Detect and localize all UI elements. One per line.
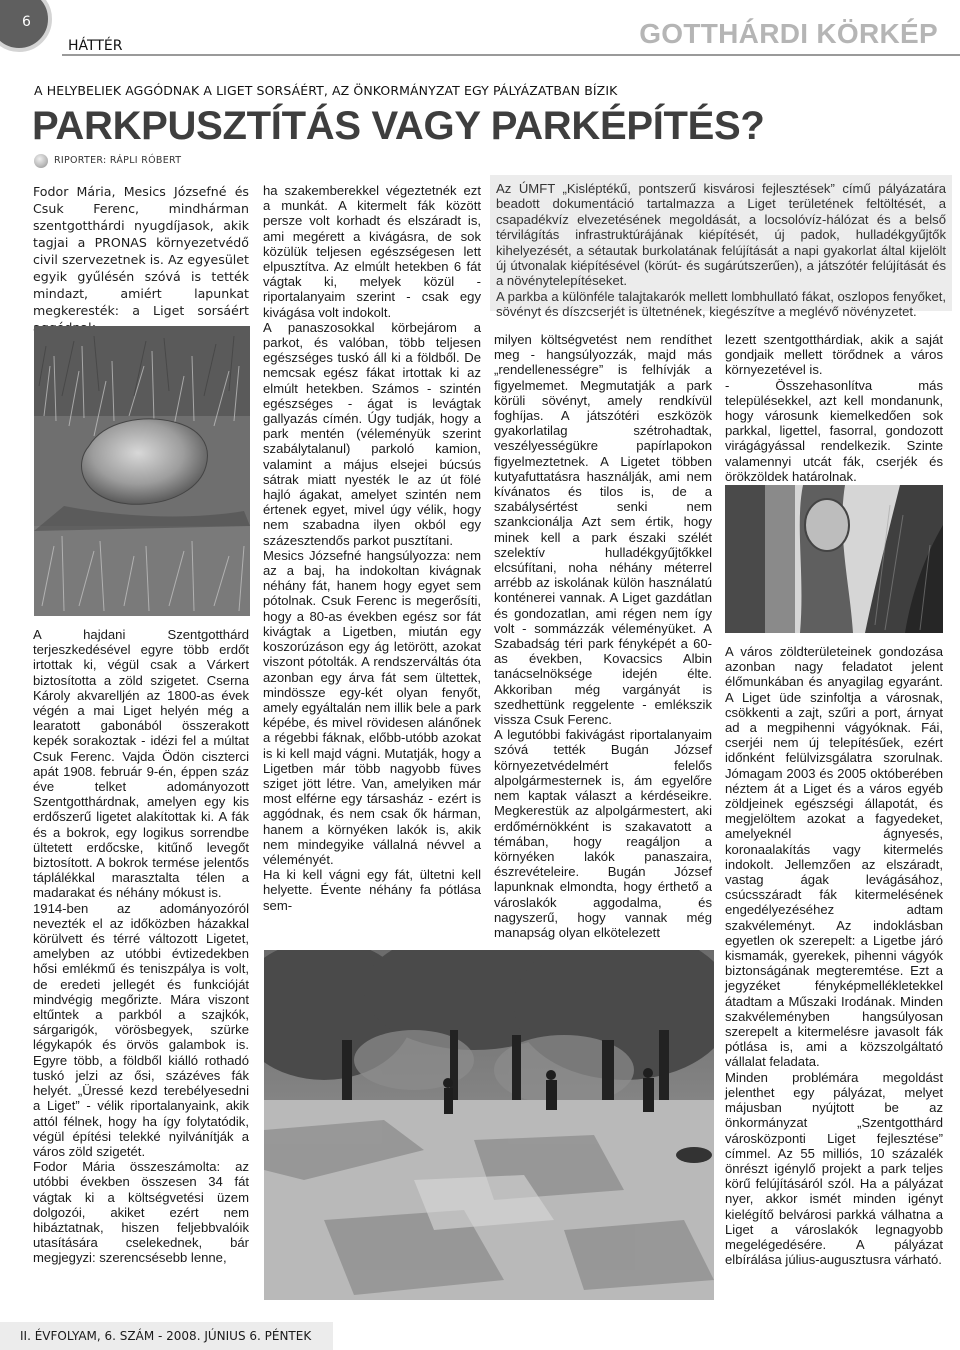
col1-paragraph-3: Fodor Mária összeszámolta: az utóbbi években összesen 34 fát vágtak ki a költségvetési üzem dolgozói, akiket ezért nem hibáztatnak, hiszen feljebbvalóik utasítására cselekednek, bár megjegyzi: szerencsésebb lenne,: [33, 1159, 249, 1266]
col2-paragraph-2: A panaszosokkal körbejárom a parkot, és valóban, több teljesen egészséges tuskó áll ki a földből. De nemcsak egész fákat irtottak ki az elmúlt hetekben. Számos - szintén egészséges - ágat is levágtak gallyazás címén. Úgy tudják, hogy a park mentén (véleményük szerint szabálytalanul) parkoló kamion, valamint a május elsejei búcsús sátrak miatt nyesték le az út fölé hajló ágakat, amelyet szintén nem értenek egyet, mivel úgy vélik, hogy nem szabadna ilyen okból egy százesztendős parkot pusztítani.: [263, 319, 481, 548]
column-4-body: [725, 644, 943, 1267]
col4-paragraph-1: lezett szentgotthárdiak, akik a saját gondjaik mellett törődnek a város környezetével is.: [725, 332, 943, 378]
project-info-paragraph-1: Az ÚMFT „Kisléptékű, pontszerű kisvárosi fejlesztések” című pályázatára beadott dokumentáció tartalmazza a Liget területének feltöltését, a csapadékvíz elvezetésének megoldását, a locsolóvíz-hálózat és a belső térvilágítás infrastruktúrájának kiépítését, új padok, hulladékgyűjtők kihelyezését, a sétautak burkolatának felújítását a napi gyakorlat által kijelölt új útvonalak kiépítésével (körút- és sugárútszerűen), a játszótér felújítását és a növénytelepítéseket.: [496, 181, 946, 289]
col2-paragraph-4: Ha ki kell vágni egy fát, ültetni kell helyette. Évente néhány fa pótlása sem-: [263, 867, 481, 913]
reporter-byline: RIPORTER: RÁPLI RÓBERT: [54, 155, 182, 166]
rock-photo-image: [34, 326, 250, 616]
col3-paragraph-2: A legutóbbi fakivágást riportalanyaim szóvá tették Bugán József környezetvédelmért felelős alpolgármesternek is, ám egyelőre nem kaptak választ a kérdéseikre. Megkerestük az alpolgármestert, aki erdőmérnökként is szakavatott a témában, hogy reagáljon a környéken lakók panaszaira, észrevételeire. Bugán József lapunknak elmondta, hogy érthető a városlakók aggodalma, és nagyszerű, hogy vannak még manapság olyan elkötelezett: [494, 727, 712, 940]
page-number: 6: [22, 14, 31, 30]
issue-info: II. ÉVFOLYAM, 6. SZÁM - 2008. JÚNIUS 6. PÉNTEK: [20, 1329, 312, 1343]
project-info-box: [490, 175, 952, 320]
kicker: A HELYBELIEK AGGÓDNAK A LIGET SORSÁÉRT, AZ ÖNKORMÁNYZAT EGY PÁLYÁZATBAN BÍZIK: [34, 83, 618, 98]
col2-paragraph-3: Mesics Józsefné hangsúlyozza: nem az a baj, ha indokoltan kivágnak néhány fát, hanem hogy egyet sem pótolnak. Csuk Ferenc is megerősíti, hogy a 80-as években egész sor fát kivágtak a Ligetben, miután egy koszorúzáson egy ág letörött, azokat viszont pótolták. A rendszerváltás óta azonban egy árva fát sem ültettek, mindössze egy-két olyan fenyőt, amely egyáltalán nem illik bele a park képébe, és mivel rövidesen alánőnek a régebbi fáknak, előbb-utóbb azokat is ki kell majd vágni. Mutatják, hogy a Ligetben már több nagyobb füves sziget jött létre. Van, amelyiken már most elférne egy társasház - ezért is aggódnak, és nem csak ők hárman, hanem a környéken lakók is, akik nem mindegyike vállalná névvel a véleményét.: [263, 547, 481, 867]
column-2: [263, 183, 481, 913]
reporter-bullet-icon: [34, 154, 48, 168]
headline: PARKPUSZTÍTÁS VAGY PARKÉPÍTÉS?: [32, 104, 765, 148]
masthead: GOTTHÁRDI KÖRKÉP: [639, 18, 938, 49]
section-label: HÁTTÉR: [68, 38, 123, 54]
stump-photo-image: [725, 485, 943, 633]
col4-paragraph-4: Minden problémára megoldást jelenthet egy pályázat, melyet májusban nyújtott be az önkormányzat „Szentgotthárd városközponti Liget fejlesztése” címmel. Az 55 milliós, 10 százalék önrészt igénylő projekt a park teljes körű felújításáról szól. Ha a pályázat nyer, akkor ismét minden igényt kielégítő belvárosi parkká válhatna a Liget a városlakók legnagyobb megelégedésére. A pályázat elbírálása július-augusztusra várható.: [725, 1069, 943, 1268]
column-4-top: [725, 332, 943, 484]
lead-column: [33, 183, 249, 336]
lead-paragraph: Fodor Mária, Mesics Józsefné és Csuk Ferenc, mindhárman szentgotthárdi nyugdíjasok, akik tagjai a PRONAS környezetvédő civil szervezetnek is. Az egyesület egyik gyűlésén szóvá is tették mindazt, amiért lapunkat megkeresték: a Liget sorsáért: [33, 184, 249, 318]
project-info-text: [496, 181, 946, 320]
col2-paragraph-1: ha szakemberekkel végeztetnék ezt a munkát. A kitermelt fák között persze volt korhadt és elszáradt is, ami megérett a kivágásra, de sok közülük teljesen egészségesen lett elpusztítva. Az elmúlt hetekben 6 fát vágtak ki, melyek közül - riportalanyaim szerint - csak egy kivágása volt indokolt.: [263, 183, 481, 320]
col1-paragraph-1: A hajdani Szentgotthárd terjeszkedésével egyre több erdőt irtottak ki, végül csak a Várkert biztosította a zöld szigetet. Cserna Károly akvarelljén az 1800-as évek végén a mai Liget helyén még a learatott gabonából összerakott kepék sorakoztak - idézi fel a múltat Csuk Ferenc. Vajda Ödön ciszterci apát 1908. február 9-én, éppen száz éve telket adományozott Szentgotthárdnak, amelyen egy kis erdőszerű ligetet alakítottak ki. A fák és a bokrok, egy logikus sorrendbe ültetett erdőcske, kitűnő levegőt biztosított. A bokrok termése jelentős táplálékkal marasztalta télen a madarakat és néhány mókust is.: [33, 627, 249, 901]
col4-paragraph-3: A város zöldterületeinek gondozása azonban nagy feladatot jelent élőmunkában és anyagilag egyaránt. A Liget üde szinfoltja a városnak, csökkenti a zajt, szűri a port, árnyat ad a megpihenni vágyóknak. Fái, cserjéi nem új telepítésűek, ezért időnként felülvizsgálatra szorulnak. Jómagam 2003 és 2005 októberében néztem át a Liget és a város egyéb zöldjeinek egészségi állapotát, és megjelöltem azokat a fagyedeket, amelyeknél ágnyesés, koronaalakítás vagy kitermelés indokolt. Jellemzően az elszáradt, vastag ágak levágásához, csúcsszáradt fák kitermelésének engedélyezéséhez adtam szakvéleményt. Az indoklásban egyetlen ok szerepelt: a Ligetbe járó kismamák, gyerekek, pihenni vágyók biztonságának megteremtése. Ezt a jegyzéket fényképmellékletekkel átadtam a Műszaki Irodának. Minden szakvéleményben hangsúlyosan szerepelt a kitermelésre javasolt fák pótlása is, ami a közszolgáltató vállalat feladata.: [725, 644, 943, 1070]
column-3: [494, 332, 712, 940]
stump-photo: [725, 485, 943, 633]
park-photo-image: [264, 950, 714, 1300]
col4-paragraph-2: - Összehasonlítva más településekkel, azt kell mondanunk, hogy városunk kiemelkedően sok parkkal, ligettel, fasorral, gondozott virágágyással rendelkezik. Szinte valamennyi utcát fák, cserjék és örökzöldek határolnak.: [725, 377, 943, 484]
header-rule: [62, 54, 960, 56]
col1-paragraph-2: 1914-ben az adományozóról nevezték el az időközben házakkal körülvett és térré változott Ligetet, amelyben az utóbbi évtizedekben hősi emlékmű és teniszpálya is volt, de eredeti jellegét és funkcióját mindvégig megőrizte. Mára viszont eltűntek a parkból a szajkók, sárgarigók, vörösbegyek, szürke légykapók és örvös galambok is. Egyre több, a földből kiálló rothadó tuskó jelzi az ősi, százéves fák helyét. „Üressé kezd terebélyesedni a Liget” - vélik riportalanyaink, akik attól félnek, hogy ha így folytatódik, végül építési telekké nyilvánítják a város zöld szigetét.: [33, 900, 249, 1159]
rock-photo: [34, 326, 250, 616]
park-photo: [264, 950, 714, 1300]
col3-paragraph-1: milyen költségvetést nem rendíthet meg - hangsúlyozzák, majd más „rendellenességre” is felhívják a figyelmemet. Megmutatják a park körüli sövényt, amely rendkívül foghíjas. A játszótéri eszközök gyakorlatilag szétrohadtak, veszélyességükre papírlapokon figyelmeztetnek. A Ligetet többen kutyafuttatásra használják, ami nem kívánatos és tilos is, de a szabálysértést senki nem szankcionálja Azt sem értik, hogy minek kell a park északi szélét szelektív hulladékgyűjtőkkel elcsúfítani, noha néhány méterrel arrébb az iskolának külön használatú konténerei vannak. A Liget gazdátlan és gondozatlan, ami régen nem így volt - sommázzák véleményüket. A Szabadság téri park fényképét a 60-as években, Kovacsics Albin tanácselnöksége idején élte. Akkoriban még vargányát is szedhettünk reggelente - emlékszik vissza Csuk Ferenc.: [494, 332, 712, 728]
column-1-body: [33, 627, 249, 1266]
project-info-paragraph-2: A parkba a különféle talajtakarók mellett lombhullató fákat, oszlopos fenyőket, sövényt és díszcserjét is ültetnének, kiegészítve a meglévő növényzetet.: [496, 288, 946, 320]
